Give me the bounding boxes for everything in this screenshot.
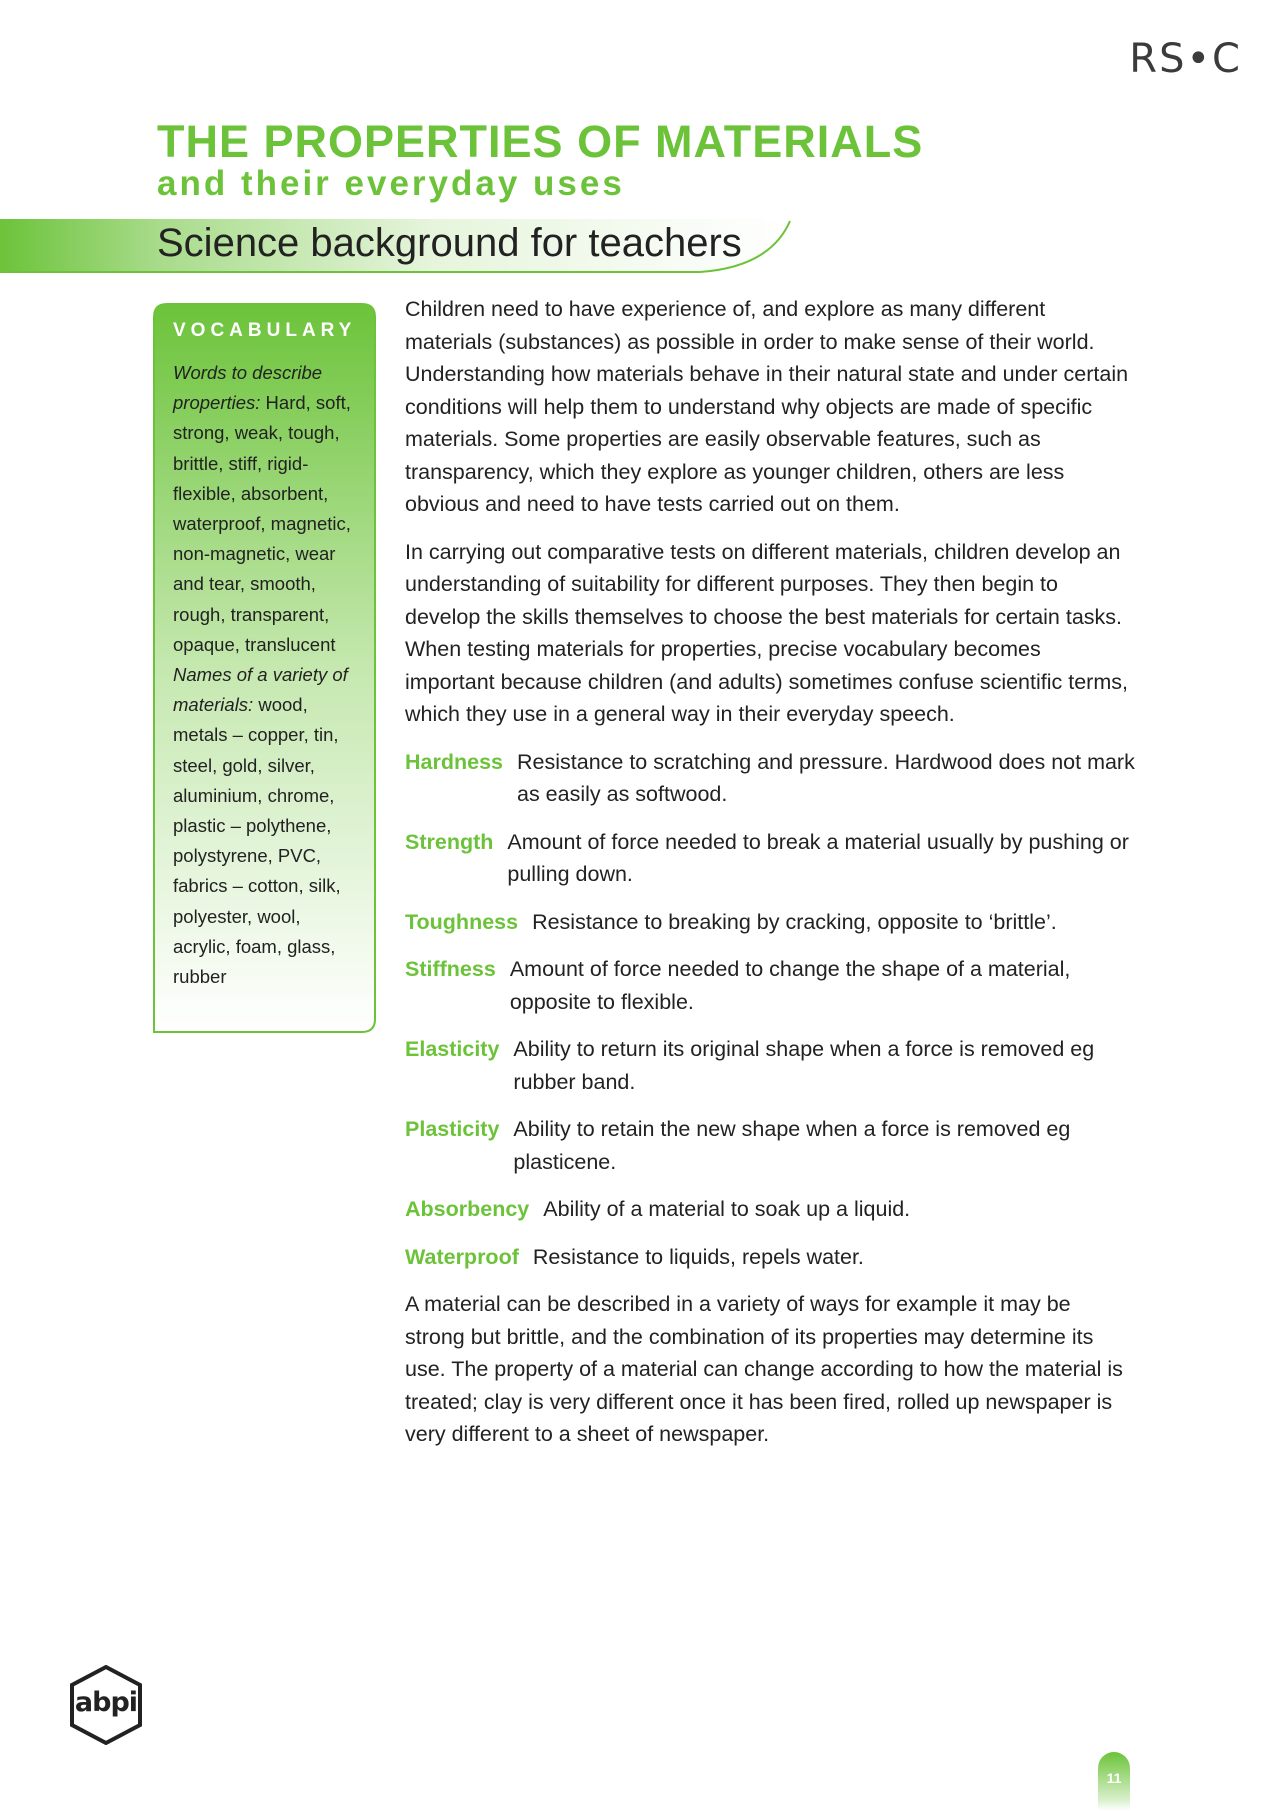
property-hardness [405, 746, 1135, 811]
property-absorbency [405, 1193, 1135, 1226]
paragraph-testing: In carrying out comparative tests on different materials, children develop an understanding of suitability for different purposes. They then begin to develop the skills themselves to choose the best materials for certain tasks. When testing materials for properties, precise vocabulary becomes important because children (and adults) sometimes confuse scientific terms, which they use in a general way in their everyday speech. [405, 539, 1128, 726]
property-definition: Resistance to breaking by cracking, opposite to ‘brittle’. [532, 909, 1057, 934]
vocabulary-intro-materials: Names of a variety of materials: [173, 664, 348, 716]
section-banner [0, 219, 792, 273]
property-definition: Ability to retain the new shape when a force is removed eg plasticene. [513, 1117, 1071, 1174]
page-number-tab [1098, 1752, 1130, 1811]
page-title: THE PROPERTIES OF MATERIALS [157, 116, 924, 167]
property-term: Absorbency [405, 1197, 530, 1221]
paragraph-summary: A material can be described in a variety of ways for example it may be strong but brittle, and the combination of its properties may determine its use. The property of a material can change according to how the material is treated; clay is very different once it has been fired, rolled up newspaper is very different to a sheet of newspaper. [405, 1292, 1123, 1446]
property-waterproof [405, 1241, 1135, 1274]
property-term: Plasticity [405, 1117, 500, 1141]
vocabulary-heading: VOCABULARY [173, 320, 357, 341]
paragraph-intro: Children need to have experience of, and explore as many different materials (substances) as possible in order to make sense of their world. Understanding how materials behave in their natural state and under certain conditions will help them to understand why objects are made of specific materials. Some properties are easily observable features, such as transparency, which they explore as younger children, others are less obvious and need to have tests carried out on them. [405, 297, 1129, 516]
banner-title: Science background for teachers [157, 221, 742, 265]
property-term: Stiffness [405, 957, 496, 981]
page-subtitle: and their everyday uses [157, 164, 625, 203]
property-elasticity [405, 1033, 1135, 1098]
property-term: Elasticity [405, 1037, 500, 1061]
vocabulary-list-materials: wood, metals – copper, tin, steel, gold, silver, aluminium, chrome, plastic – polythene, polystyrene, PVC, fabrics – cotton, silk, polyester, wool, acrylic, foam, glass, rubber [173, 694, 341, 988]
property-term: Waterproof [405, 1244, 519, 1269]
property-stiffness [405, 953, 1135, 1018]
vocabulary-text [173, 358, 363, 992]
property-definition: Amount of force needed to break a material usually by pushing or pulling down. [507, 829, 1129, 886]
property-strength [405, 826, 1135, 891]
property-definition: Ability to return its original shape when a force is removed eg rubber band. [513, 1037, 1095, 1094]
abpi-logo [70, 1665, 142, 1745]
vocabulary-list-properties: Hard, soft, strong, weak, tough, brittle, stiff, rigid-flexible, absorbent, waterproof, magnetic, non-magnetic, wear and tear, smooth, rough, transparent, opaque, translucent [173, 392, 351, 655]
property-term: Strength [405, 829, 494, 854]
page-number: 11 [1106, 1770, 1122, 1786]
property-definition: Resistance to scratching and pressure. Hardwood does not mark as easily as softwood. [517, 749, 1135, 806]
property-toughness [405, 906, 1135, 939]
main-content [405, 293, 1135, 1466]
vocabulary-box [153, 303, 376, 1033]
abpi-logo-text: abpi [74, 1687, 138, 1718]
rsc-logo: RS•C [1129, 36, 1242, 82]
property-plasticity [405, 1113, 1135, 1178]
vocabulary-intro-properties: Words to describe properties: [173, 362, 323, 414]
property-term: Toughness [405, 909, 519, 934]
property-definition: Ability of a material to soak up a liquid. [543, 1197, 911, 1221]
property-definition: Resistance to liquids, repels water. [532, 1244, 864, 1269]
property-term: Hardness [405, 749, 503, 774]
property-definition: Amount of force needed to change the shape of a material, opposite to flexible. [509, 957, 1071, 1014]
